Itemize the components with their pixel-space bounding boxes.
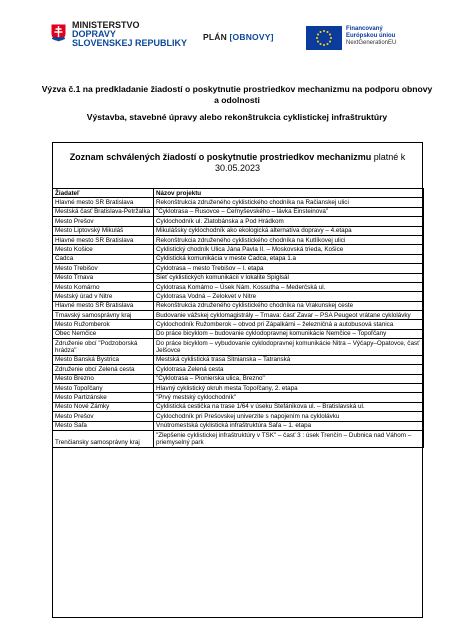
applicant-cell: Združenie obcí Zelená cesta	[53, 365, 154, 374]
project-name-cell: Cyklotrasa Vodná – Zelokvet v Nitre	[154, 292, 424, 301]
plan-text: PLÁN	[203, 32, 227, 42]
project-name-cell: Vnútromestská cyklistická infraštruktúra Šaľa – 1. etapa	[154, 421, 424, 430]
table-row	[53, 355, 424, 364]
project-name-cell: "Cyklotrasa – Pionierska ulica, Brezno"	[154, 374, 424, 383]
project-name-cell: "Cyklotrasa – Rusovce – Čeŕnyševského – lávka Einsteinova"	[154, 207, 424, 216]
applicant-cell: Obec Nemčice	[53, 329, 154, 338]
table-row	[53, 311, 424, 320]
project-name-cell: Mestská cyklistická trasa Sitnianska – Tatranská	[154, 355, 424, 364]
applicant-cell: Mesto Brezno	[53, 374, 154, 383]
eu-line2: Európskou úniou	[346, 33, 396, 39]
table-row	[53, 273, 424, 282]
table-body	[53, 198, 424, 447]
applicant-cell: Združenie obcí "Podzoborská hrádza"	[53, 339, 154, 356]
call-subtitle: Výstavba, stavebné úpravy alebo rekonštrukcia cyklistickej infraštruktúry	[86, 112, 388, 122]
table-header-row	[53, 189, 424, 198]
applicant-cell: Mestská časť Bratislava-Petržalka	[53, 207, 154, 216]
table-row	[53, 430, 424, 447]
table-row	[53, 393, 424, 402]
list-title	[52, 152, 423, 174]
project-name-cell: Sieť cyklistických komunikácií v lokalite Špiglsál	[154, 273, 424, 282]
applicant-cell: Mesto Ružomberok	[53, 320, 154, 329]
applicant-cell: Hlavné mesto SR Bratislava	[53, 235, 154, 244]
table-row	[53, 282, 424, 291]
plan-bracket-close: ]	[270, 32, 274, 42]
project-name-cell: Rekonštrukcia združeného cyklistického chodníka na Račianskej ulici	[154, 198, 424, 207]
table-row	[53, 365, 424, 374]
ministry-name	[72, 21, 187, 48]
eu-flag-icon	[306, 26, 342, 50]
table-row	[53, 320, 424, 329]
table-row	[53, 292, 424, 301]
list-title-date: platné k 30.05.2023	[214, 152, 406, 173]
table-row	[53, 198, 424, 207]
project-name-cell: Cyklistická cestička na trase 1/64 v úseku Štefánikova ul. – Bratislavská ul.	[154, 402, 424, 411]
slovak-shield-icon	[50, 23, 67, 43]
project-name-cell: Cyklistický chodník Ulica Jána Pavla II. – Moskovská trieda, Košice	[154, 245, 424, 254]
applicant-cell: Trnavský samosprávny kraj	[53, 311, 154, 320]
applicant-cell: Hlavné mesto SR Bratislava	[53, 198, 154, 207]
ministry-line2: DOPRAVY	[72, 29, 116, 39]
project-name-cell: Cyklochodník pri Prešovskej univerzite s napojením na cyklolávku	[154, 412, 424, 421]
eu-text	[346, 26, 396, 47]
ministry-line1: MINISTERSTVO	[72, 20, 140, 30]
table-row	[53, 301, 424, 310]
applicant-cell: Mesto Košice	[53, 245, 154, 254]
approved-applications-table	[52, 188, 424, 448]
header-applicant: Žiadateľ	[53, 189, 154, 198]
applicant-cell: Mesto Banská Bystrica	[53, 355, 154, 364]
applicant-cell: Mesto Liptovský Mikuláš	[53, 226, 154, 235]
project-name-cell: Do práce bicyklom – vybudovanie cyklodopravnej komunikácie Nitra – Výčapy–Opatovce, časť Jelšovce	[154, 339, 424, 356]
project-name-cell: Rekonštrukcia združeného cyklistického chodníka na Kutlíkovej ulici	[154, 235, 424, 244]
project-name-cell: Cyklochodník ul. Zlatobánska a Pod Hrádkom	[154, 217, 424, 226]
list-title-bold: Zoznam schválených žiadostí o poskytnutie prostriedkov mechanizmu	[69, 152, 372, 162]
table-row	[53, 207, 424, 216]
applicant-cell: Čadca	[53, 254, 154, 263]
table-row	[53, 402, 424, 411]
table-row	[53, 329, 424, 338]
table-row	[53, 245, 424, 254]
project-name-cell: Cyklochodník Ružomberok – obvod pri Zápalkárni – železničná a autobusová stanica	[154, 320, 424, 329]
project-name-cell: Budovanie vážskej cyklomagistrály – Trnava: časť Zavar – PSA Peugeot vrátane cyklolávky	[154, 311, 424, 320]
applicant-cell: Mesto Šaľa	[53, 421, 154, 430]
applicant-cell: Mestský úrad v Nitre	[53, 292, 154, 301]
eu-line1: Financovaný	[346, 26, 383, 32]
table-row	[53, 412, 424, 421]
call-title: Výzva č.1 na predkladanie žiadostí o poskytnutie prostriedkov mechanizmu na podporu obnovy a odolnosti	[41, 84, 433, 105]
call-titles	[40, 84, 434, 123]
table-row	[53, 254, 424, 263]
eu-line3: NextGenerationEU	[346, 40, 397, 46]
applicant-cell: Trenčiansky samosprávny kraj	[53, 430, 154, 447]
project-name-cell: Cyklistická komunikácia v meste Čadca, etapa 1.a	[154, 254, 424, 263]
plan-bracket-text: OBNOVY	[232, 32, 271, 42]
project-name-cell: Cyklotrasa Zelená cesta	[154, 365, 424, 374]
table-row	[53, 217, 424, 226]
table-row	[53, 226, 424, 235]
table-row	[53, 339, 424, 356]
table-row	[53, 264, 424, 273]
project-name-cell: Mikulášsky cyklochodník ako ekologická alternatíva dopravy – 4.etapa	[154, 226, 424, 235]
applicant-cell: Mesto Topoľčany	[53, 384, 154, 393]
project-name-cell: "Zlepšenie cyklistickej infraštruktúry v TSK" – časť 3 : úsek Trenčín – Dubnica nad Váhom – priemyselný park	[154, 430, 424, 447]
ministry-logo	[50, 21, 190, 51]
plan-obnovy-logo	[203, 32, 274, 42]
table-row	[53, 374, 424, 383]
applicant-cell: Mesto Prešov	[53, 412, 154, 421]
applicant-cell: Hlavné mesto SR Bratislava	[53, 301, 154, 310]
applicant-cell: Mesto Nové Zámky	[53, 402, 154, 411]
project-name-cell: Do práce bicyklom – budovanie cyklodopravnej komunikácie Nemčice – Topoľčany	[154, 329, 424, 338]
plan-bracket-open: [	[229, 32, 233, 42]
project-name-cell: Cyklotrasa Komárno – Úsek Nám. Kossutha – Mederčská ul.	[154, 282, 424, 291]
project-name-cell: Cyklotrasa – mesto Trebišov – I. etapa	[154, 264, 424, 273]
ministry-line3: SLOVENSKEJ REPUBLIKY	[72, 38, 188, 48]
header-project-name: Názov projektu	[154, 189, 424, 198]
table-row	[53, 384, 424, 393]
applicant-cell: Mesto Partizánske	[53, 393, 154, 402]
applicant-cell: Mesto Komárno	[53, 282, 154, 291]
applicant-cell: Mesto Prešov	[53, 217, 154, 226]
project-name-cell: Hlavný cyklistický okruh mesta Topoľčany, 2. etapa	[154, 384, 424, 393]
table-row	[53, 235, 424, 244]
project-name-cell: "Prvý mestský cyklochodník"	[154, 393, 424, 402]
applicant-cell: Mesto Trnava	[53, 273, 154, 282]
applicant-cell: Mesto Trebišov	[53, 264, 154, 273]
table-row	[53, 421, 424, 430]
project-name-cell: Rekonštrukcia združeného cyklistického chodníka na Vrakunskej ceste	[154, 301, 424, 310]
eu-logo	[306, 26, 426, 50]
